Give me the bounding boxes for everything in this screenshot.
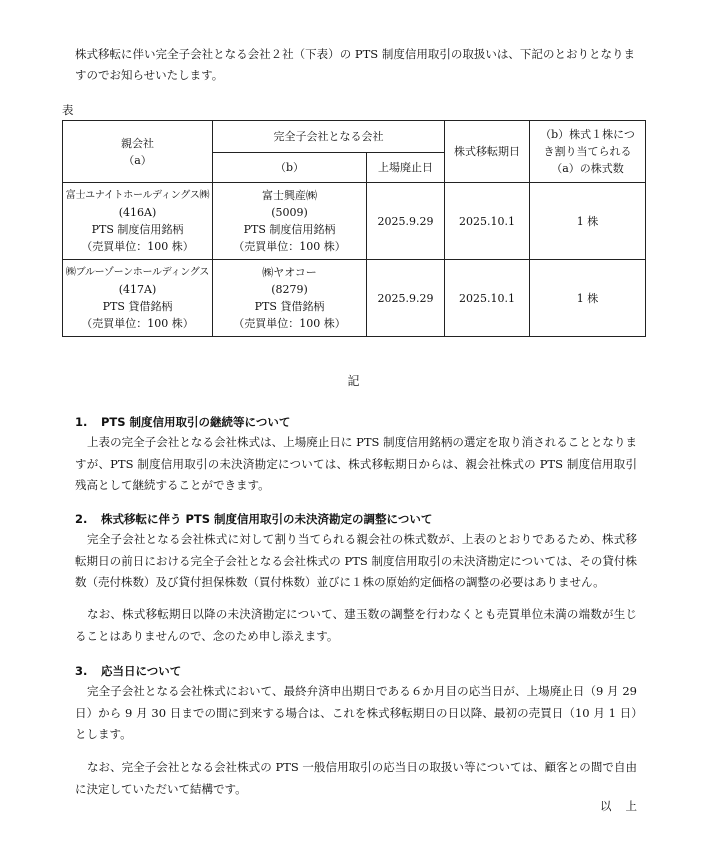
parent-unit: （売買単位：100 株） bbox=[81, 240, 194, 253]
ratio-cell: 1 株 bbox=[530, 183, 646, 260]
parent-cell bbox=[63, 260, 213, 337]
section-3-number: 3. bbox=[75, 664, 88, 678]
section-2-paragraph-1: 完全子会社となる会社株式に対して割り当てられる親会社の株式数が、上表のとおりであるため、株式移転期日の前日における完全子会社となる会社株式の PTS 制度信用取引の未決済勘定については、その貸付株数（売付株数）及び貸付担保株数（買付株数）並びに１株の原始約定価格の調整の必要はありません。 bbox=[75, 532, 637, 589]
section-3-heading bbox=[75, 663, 181, 679]
child-unit: （売買単位：100 株） bbox=[233, 240, 346, 253]
parent-type: PTS 貸借銘柄 bbox=[102, 300, 173, 313]
parent-code: (416A) bbox=[118, 206, 157, 219]
transfer-date-cell: 2025.10.1 bbox=[445, 260, 530, 337]
section-2-heading bbox=[75, 511, 432, 527]
transfer-table bbox=[62, 120, 646, 337]
parent-type: PTS 制度信用銘柄 bbox=[91, 223, 184, 236]
section-2-number: 2. bbox=[75, 512, 88, 526]
child-type: PTS 貸借銘柄 bbox=[254, 300, 325, 313]
parent-code: (417A) bbox=[118, 283, 157, 296]
header-ratio-label: （b）株式１株につき割り当てられる（a）の株式数 bbox=[540, 128, 635, 175]
parent-cell bbox=[63, 183, 213, 260]
section-3-title: 応当日について bbox=[101, 664, 182, 678]
ratio-cell: 1 株 bbox=[530, 260, 646, 337]
header-transfer-date: 株式移転期日 bbox=[445, 121, 530, 183]
section-1-paragraph: 上表の完全子会社となる会社株式は、上場廃止日に PTS 制度信用銘柄の選定を取り消されることとなりますが、PTS 制度信用取引の未決済勘定については、株式移転期日からは、親会社株式の PTS 制度信用取引残高として継続することができます。 bbox=[75, 435, 637, 492]
header-child-sub: （b） bbox=[213, 153, 367, 183]
closing-paragraph: なお、完全子会社となる会社株式の PTS 一般信用取引の応当日の取扱い等については、顧客との間で自由に決定していただいて結構です。 bbox=[75, 760, 637, 796]
header-parent bbox=[63, 121, 213, 183]
parent-unit: （売買単位：100 株） bbox=[81, 317, 194, 330]
table-row bbox=[63, 183, 646, 260]
header-parent-sub: （a） bbox=[123, 153, 152, 167]
header-ratio bbox=[530, 121, 646, 183]
child-cell bbox=[213, 260, 367, 337]
delisting-cell: 2025.9.29 bbox=[367, 260, 445, 337]
table-label: 表 bbox=[62, 103, 74, 117]
ki-heading: 記 bbox=[347, 374, 360, 388]
header-delisting: 上場廃止日 bbox=[367, 153, 445, 183]
section-1-title: PTS 制度信用取引の継続等について bbox=[101, 415, 291, 429]
intro-paragraph: 株式移転に伴い完全子会社となる会社２社（下表）の PTS 制度信用取引の取扱いは、下記のとおりとなりますのでお知らせいたします。 bbox=[75, 47, 635, 82]
child-name: 富士興産㈱ bbox=[262, 189, 317, 202]
section-3-paragraph: 完全子会社となる会社株式において、最終弁済申出期日である６か月目の応当日が、上場廃止日（9 月 29 日）から 9 月 30 日までの間に到来する場合は、これを株式移転期日の日以降、最初の売買日（10 月 1 日）とします。 bbox=[75, 684, 637, 741]
child-type: PTS 制度信用銘柄 bbox=[243, 223, 336, 236]
delisting-cell: 2025.9.29 bbox=[367, 183, 445, 260]
child-unit: （売買単位：100 株） bbox=[233, 317, 346, 330]
child-code: (5009) bbox=[271, 206, 308, 219]
closing-ijo: 以上 bbox=[600, 799, 651, 813]
section-2-paragraph-2: なお、株式移転期日以降の未決済勘定について、建玉数の調整を行わなくとも売買単位未満の端数が生じることはありませんので、念のため申し添えます。 bbox=[75, 607, 637, 643]
section-1-heading bbox=[75, 414, 290, 430]
parent-name: 富士ユナイトホールディングス㈱ bbox=[65, 190, 210, 201]
header-parent-label: 親会社 bbox=[121, 136, 154, 150]
transfer-date-cell: 2025.10.1 bbox=[445, 183, 530, 260]
table-row bbox=[63, 260, 646, 337]
header-child: 完全子会社となる会社 bbox=[213, 121, 445, 153]
child-code: (8279) bbox=[271, 283, 308, 296]
parent-name: ㈱ブルーゾーンホールディングス bbox=[65, 267, 210, 278]
child-cell bbox=[213, 183, 367, 260]
section-1-number: 1. bbox=[75, 415, 88, 429]
child-name: ㈱ヤオコー bbox=[262, 266, 317, 279]
section-2-title: 株式移転に伴う PTS 制度信用取引の未決済勘定の調整について bbox=[101, 512, 433, 526]
